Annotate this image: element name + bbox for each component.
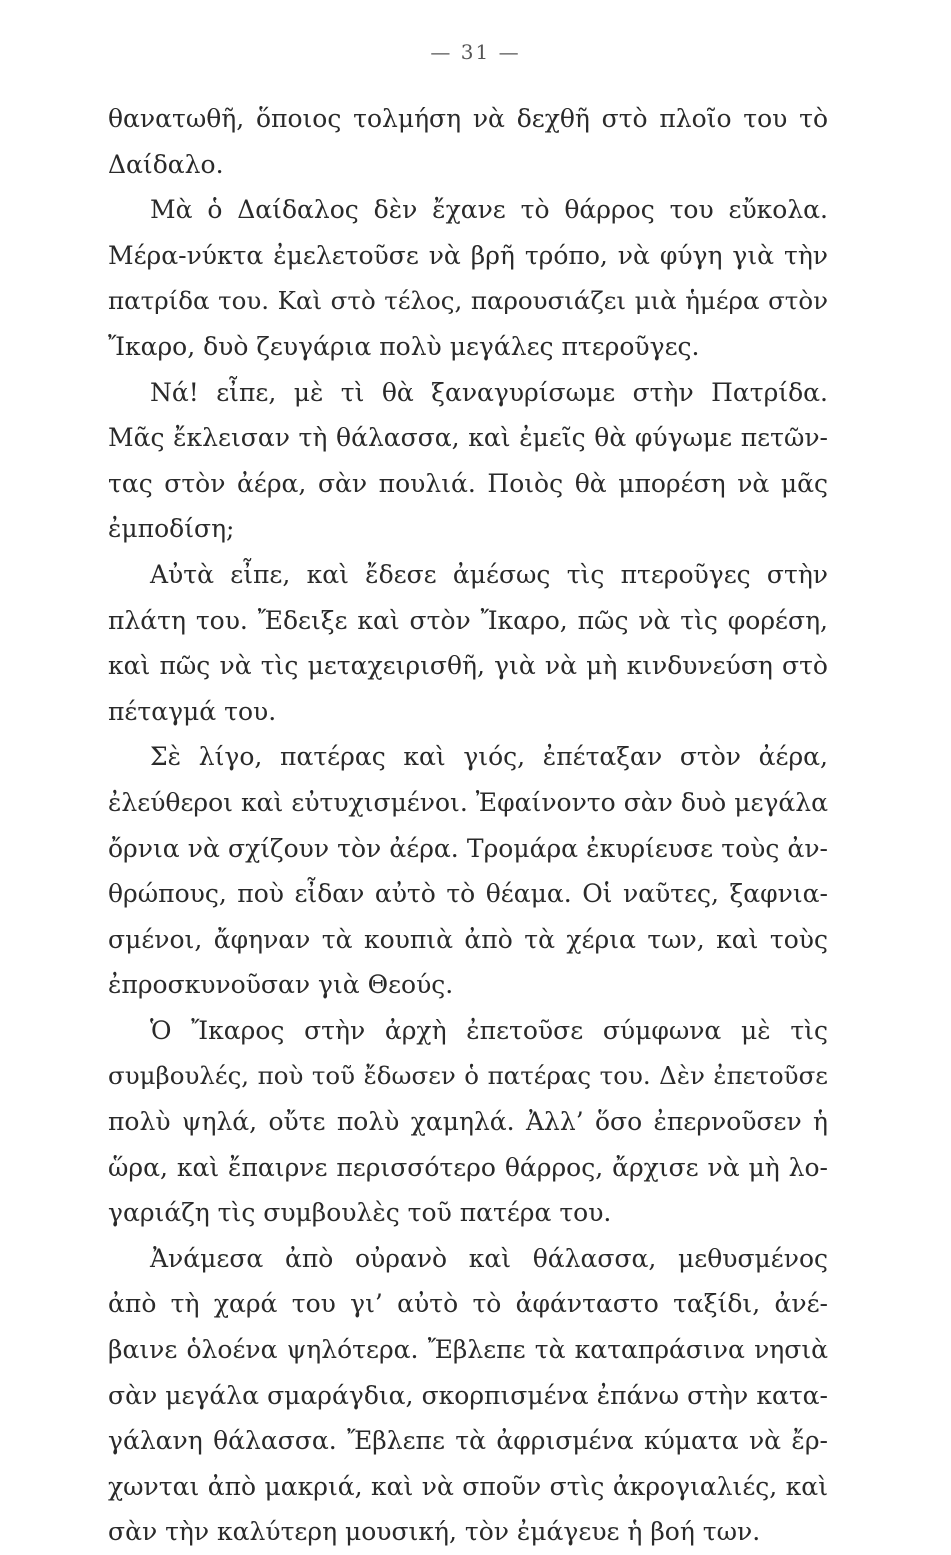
text-line: Σὲ λίγο, πατέρας καὶ γιός, ἐπέταξαν στὸν ἀέρα, (150, 742, 828, 772)
paragraph (108, 370, 828, 552)
text-line: Ἀνάμεσα ἀπὸ οὐρανὸ καὶ θάλασσα, μεθυσμένος (150, 1243, 828, 1273)
text-line: πλάτη του. Ἔδειξε καὶ στὸν Ἴκαρο, πῶς νὰ τὶς φορέση, (108, 605, 828, 635)
text-line: ἐπροσκυνοῦσαν γιὰ Θεούς. (108, 970, 454, 1000)
text-line: θρώπους, ποὺ εἶδαν αὐτὸ τὸ θέαμα. Οἱ ναῦτες, ξαφνια- (108, 879, 828, 909)
text-line: ἀπὸ τὴ χαρά του γι’ αὐτὸ τὸ ἀφάνταστο ταξίδι, ἀνέ- (108, 1289, 828, 1319)
text-line: σμένοι, ἄφηναν τὰ κουπιὰ ἀπὸ τὰ χέρια των, καὶ τοὺς (108, 924, 828, 954)
text-line: σὰν μεγάλα σμαράγδια, σκορπισμένα ἐπάνω στὴν κατα- (108, 1380, 828, 1410)
text-line: Ἴκαρο, δυὸ ζευγάρια πολὺ μεγάλες πτεροῦγες. (108, 331, 700, 361)
text-line: Μᾶς ἔκλεισαν τὴ θάλασσα, καὶ ἐμεῖς θὰ φύγωμε πετῶν- (108, 423, 828, 453)
text-line: γαριάζη τὶς συμβουλὲς τοῦ πατέρα του. (108, 1198, 612, 1228)
text-line: πατρίδα του. Καὶ στὸ τέλος, παρουσιάζει μιὰ ἡμέρα στὸν (108, 286, 828, 316)
text-line: Μὰ ὁ Δαίδαλος δὲν ἔχανε τὸ θάρρος του εὔκολα. (150, 195, 828, 225)
text-line: πολὺ ψηλά, οὔτε πολὺ χαμηλά. Ἀλλ’ ὅσο ἐπερνοῦσεν ἡ (108, 1107, 828, 1137)
text-line: θανατωθῆ, ὅποιος τολμήση νὰ δεχθῆ στὸ πλοῖο του τὸ (108, 104, 828, 133)
paragraph (108, 187, 828, 369)
text-line: γάλανη θάλασσα. Ἔβλεπε τὰ ἀφρισμένα κύματα νὰ ἔρ- (108, 1426, 828, 1456)
text-line: πέταγμά του. (108, 696, 277, 726)
text-line: Μέρα-νύκτα ἐμελετοῦσε νὰ βρῆ τρόπο, νὰ φύγη γιὰ τὴν (108, 240, 828, 270)
paragraph (108, 734, 828, 1008)
text-line: σὰν τὴν καλύτερη μουσική, τὸν ἐμάγευε ἡ βοή των. (108, 1517, 761, 1547)
paragraph (108, 1236, 828, 1555)
text-line: χωνται ἀπὸ μακριά, καὶ νὰ σποῦν στὶς ἀκρογιαλιές, καὶ (108, 1471, 828, 1501)
text-line: Νά! εἶπε, μὲ τὶ θὰ ξαναγυρίσωμε στὴν Πατρίδα. (150, 377, 828, 407)
text-line: ἐμποδίση; (108, 514, 235, 544)
text-line: Αὐτὰ εἶπε, καὶ ἔδεσε ἀμέσως τὶς πτεροῦγες στὴν (150, 559, 828, 589)
text-line: καὶ πῶς νὰ τὶς μεταχειρισθῆ, γιὰ νὰ μὴ κινδυνεύση στὸ (108, 651, 828, 681)
text-line: ὥρα, καὶ ἔπαιρνε περισσότερο θάρρος, ἄρχισε νὰ μὴ λο- (108, 1152, 828, 1182)
paragraph (108, 552, 828, 734)
text-line: τας στὸν ἀέρα, σὰν πουλιά. Ποιὸς θὰ μπορέση νὰ μᾶς (108, 468, 828, 498)
text-line: ἐλεύθεροι καὶ εὐτυχισμένοι. Ἐφαίνοντο σὰν δυὸ μεγάλα (108, 787, 828, 817)
page-number: — 31 — (430, 40, 521, 64)
text-line: συμβουλές, ποὺ τοῦ ἔδωσεν ὁ πατέρας του. Δὲν ἐπετοῦσε (108, 1061, 828, 1091)
text-line: Δαίδαλο. (108, 149, 224, 179)
text-line: ὄρνια νὰ σχίζουν τὸν ἀέρα. Τρομάρα ἐκυρίευσε τοὺς ἀν- (108, 833, 828, 863)
paragraph (108, 96, 828, 187)
text-line: βαινε ὁλοένα ψηλότερα. Ἔβλεπε τὰ καταπράσινα νησιὰ (108, 1335, 828, 1365)
paragraph (108, 1008, 828, 1236)
text-line: Ὁ Ἴκαρος στὴν ἀρχὴ ἐπετοῦσε σύμφωνα μὲ τὶς (150, 1015, 828, 1045)
body-text (108, 96, 828, 1555)
